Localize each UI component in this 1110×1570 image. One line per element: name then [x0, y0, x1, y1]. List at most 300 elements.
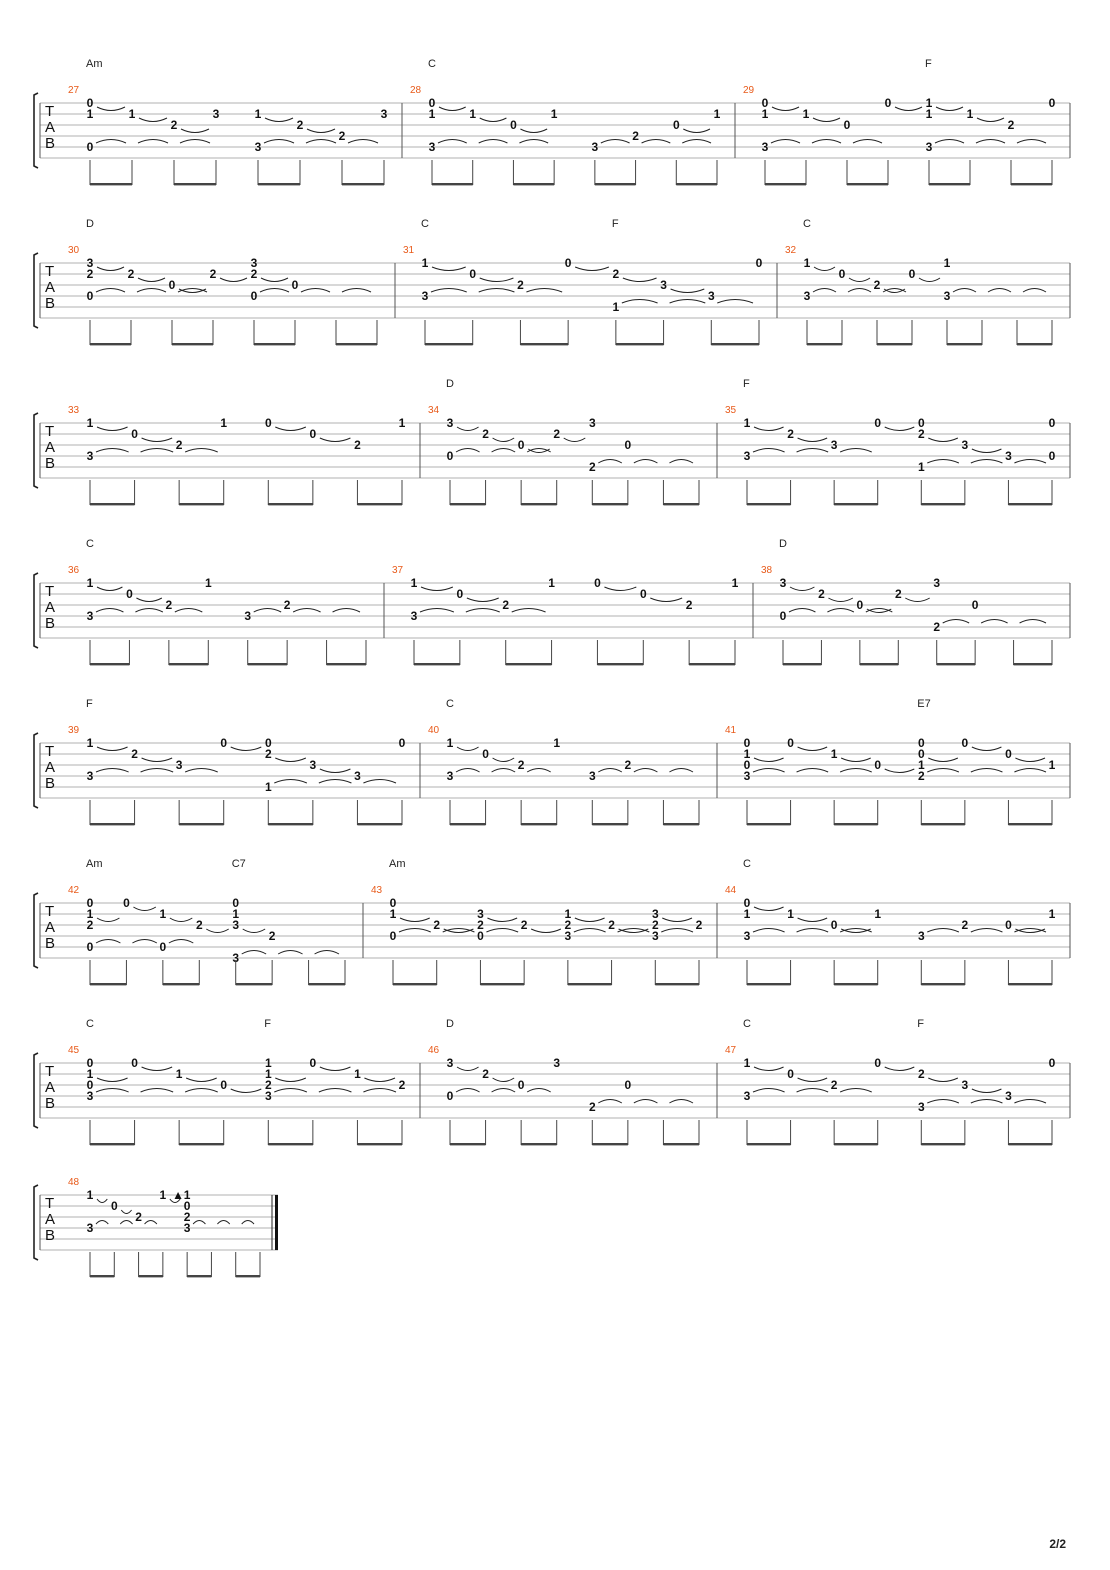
slur: [564, 438, 586, 442]
beam: [236, 1275, 260, 1277]
tab-note: 3: [477, 907, 484, 921]
tab-clef-letter: A: [45, 1211, 56, 1228]
tab-note: 1: [925, 107, 933, 121]
slur: [133, 907, 155, 911]
beam: [711, 343, 759, 345]
measure-number: 44: [725, 885, 737, 896]
tab-note: 0: [917, 747, 925, 761]
beam: [268, 1143, 313, 1145]
tab-note: 3: [651, 907, 659, 921]
chord-name: C: [803, 218, 811, 230]
tab-note: 0: [672, 118, 680, 132]
slur: [457, 747, 479, 751]
beam: [336, 343, 377, 345]
tab-note: 2: [175, 438, 183, 452]
tab-note: 0: [86, 896, 94, 910]
tab-note: 0: [594, 576, 601, 590]
slur: [683, 129, 710, 133]
tab-note: 2: [195, 918, 203, 932]
tie: [274, 1089, 307, 1093]
tab-note: 3: [410, 609, 418, 623]
tab-clef-letter: T: [45, 263, 55, 280]
slur: [520, 129, 547, 133]
beam: [90, 823, 135, 825]
tie: [96, 1089, 129, 1093]
tie: [622, 300, 658, 304]
chord-name: C: [86, 538, 94, 550]
tab-note: 2: [873, 278, 881, 292]
tie: [96, 769, 129, 773]
slur: [972, 449, 1002, 453]
tie: [96, 449, 129, 453]
beam: [592, 1143, 628, 1145]
tab-note: 3: [651, 929, 659, 943]
tie: [527, 769, 551, 773]
tab-system: [34, 698, 1070, 825]
measure-31: [403, 218, 777, 345]
tab-note: 0: [830, 918, 838, 932]
slur: [841, 758, 871, 762]
tab-note: 0: [510, 118, 517, 132]
tab-note: 1: [86, 107, 94, 121]
tab-system: [34, 218, 1070, 345]
measure-number: 28: [410, 85, 422, 96]
slur: [493, 758, 515, 762]
measure-number: 39: [68, 725, 80, 736]
tab-note: 0: [220, 1078, 228, 1092]
tab-note: 0: [446, 449, 454, 463]
beam: [783, 663, 821, 665]
tab-note: 0: [779, 609, 787, 623]
tie: [797, 1089, 829, 1093]
tab-note: 2: [127, 267, 135, 281]
beam: [1008, 503, 1052, 505]
beam: [513, 183, 554, 185]
tie: [96, 940, 120, 944]
tab-note: 1: [232, 907, 240, 921]
chord-name: Am: [86, 858, 103, 870]
measure-30: [68, 218, 395, 345]
tab-clef-letter: B: [45, 1095, 56, 1112]
slur: [905, 598, 929, 602]
tab-note: 0: [183, 1199, 191, 1213]
slur: [186, 1078, 217, 1082]
slur: [142, 758, 173, 762]
tab-clef-letter: B: [45, 935, 56, 952]
tab-note: 1: [743, 416, 751, 430]
tie: [315, 951, 339, 955]
tab-note: 0: [86, 1078, 94, 1092]
tie: [753, 449, 785, 453]
beam: [90, 503, 135, 505]
beam: [834, 1143, 878, 1145]
tab-note: 3: [86, 256, 94, 270]
tie: [293, 609, 320, 613]
tab-note: 0: [264, 416, 272, 430]
tab-note: 0: [291, 278, 299, 292]
slur: [754, 1067, 784, 1071]
slur: [97, 267, 124, 271]
tie: [971, 929, 1003, 933]
tab-note: 1: [354, 1067, 361, 1081]
tie: [96, 140, 126, 144]
beam: [179, 1143, 224, 1145]
measure-40: [428, 698, 717, 825]
measure-32: [785, 218, 1070, 345]
tab-note: 1: [86, 1067, 94, 1081]
tab-note: 3: [446, 416, 454, 430]
tie: [670, 300, 706, 304]
tab-note: 1: [389, 907, 397, 921]
measure-46: [428, 1018, 717, 1145]
tie: [883, 289, 906, 293]
tab-note: 2: [135, 1210, 142, 1224]
tie: [526, 289, 562, 293]
tab-note: 0: [843, 118, 851, 132]
beam: [480, 983, 524, 985]
tie: [333, 609, 360, 613]
measure-number: 45: [68, 1045, 80, 1056]
measure-number: 41: [725, 725, 737, 736]
tie: [443, 929, 475, 933]
tab-note: 3: [250, 256, 258, 270]
tie: [479, 289, 515, 293]
chord-name: Am: [86, 58, 103, 70]
tab-note: 1: [743, 747, 751, 761]
beam: [179, 503, 224, 505]
chord-name: C: [743, 1018, 751, 1030]
tab-note: 1: [943, 256, 951, 270]
tab-note: 0: [1048, 1056, 1056, 1070]
tab-note: 1: [787, 907, 794, 921]
tab-note: 3: [943, 289, 951, 303]
tab-system: [34, 1177, 278, 1277]
slur: [97, 1199, 107, 1203]
tie: [193, 1221, 205, 1225]
beam: [258, 183, 300, 185]
slur: [650, 598, 682, 602]
tab-note: 1: [743, 1056, 751, 1070]
beam: [425, 343, 473, 345]
tie: [634, 769, 658, 773]
tie: [96, 609, 123, 613]
tie: [1017, 140, 1046, 144]
tie: [789, 609, 815, 613]
slur: [885, 427, 915, 431]
chord-name: D: [779, 538, 787, 550]
tab-note: 0: [86, 940, 94, 954]
chord-name: F: [917, 1018, 925, 1030]
tab-note: 0: [743, 758, 751, 772]
tab-note: 1: [803, 256, 811, 270]
beam: [450, 1143, 486, 1145]
tie: [935, 140, 964, 144]
slur: [575, 267, 609, 271]
tab-note: 0: [755, 256, 763, 270]
measure-33: [68, 405, 420, 505]
tab-note: 0: [1048, 449, 1056, 463]
beam: [342, 183, 384, 185]
slur: [977, 118, 1004, 122]
slur: [828, 598, 852, 602]
tab-note: 3: [309, 758, 317, 772]
system-bracket: [34, 733, 38, 808]
tab-note: 2: [933, 620, 941, 634]
slur: [457, 1067, 479, 1071]
tab-note: 0: [971, 598, 979, 612]
tab-clef-letter: T: [45, 903, 55, 920]
tie: [927, 460, 959, 464]
beam: [90, 1275, 114, 1277]
tie: [135, 609, 162, 613]
tie: [527, 449, 551, 453]
tab-note: 0: [917, 416, 925, 430]
tie: [456, 449, 480, 453]
measure-number: 38: [761, 565, 773, 576]
measure-number: 33: [68, 405, 80, 416]
slur: [136, 598, 161, 602]
slur: [206, 929, 228, 933]
tab-note: 2: [517, 278, 524, 292]
tie: [753, 1089, 785, 1093]
beam: [414, 663, 460, 665]
slur: [919, 278, 940, 282]
tab-note: 3: [86, 609, 94, 623]
tab-note: 1: [743, 907, 751, 921]
tab-note: 0: [874, 1056, 882, 1070]
slur: [142, 1067, 173, 1071]
chord-name: C: [446, 698, 454, 710]
tab-note: 1: [204, 576, 212, 590]
tab-note: 2: [961, 918, 969, 932]
tab-system: [34, 1018, 1070, 1145]
tab-note: 0: [517, 438, 525, 452]
beam: [236, 983, 272, 985]
slur: [493, 1078, 515, 1082]
tab-note: 2: [608, 918, 615, 932]
slur: [798, 747, 828, 751]
tie: [96, 289, 125, 293]
beam: [139, 1275, 163, 1277]
tie: [753, 929, 785, 933]
chord-name: C: [428, 58, 436, 70]
tab-note: 0: [232, 896, 240, 910]
tie: [141, 1089, 174, 1093]
slur: [798, 918, 828, 922]
tab-note: 1: [220, 416, 228, 430]
slur: [432, 267, 466, 271]
tab-note: 2: [268, 929, 276, 943]
slur: [121, 1210, 131, 1214]
tab-system: [34, 538, 1070, 665]
tab-note: 3: [830, 438, 838, 452]
tab-note: 3: [1005, 449, 1012, 463]
tie: [138, 140, 168, 144]
tab-note: 2: [296, 118, 304, 132]
slur: [142, 438, 173, 442]
slur: [531, 929, 561, 933]
beam: [921, 1143, 965, 1145]
measure-number: 36: [68, 565, 80, 576]
beam: [765, 183, 806, 185]
slur: [231, 747, 262, 751]
measure-43: [371, 858, 717, 985]
beam: [595, 183, 636, 185]
tab-note: 2: [553, 427, 561, 441]
measure-37: [392, 565, 753, 665]
tie: [399, 929, 431, 933]
tab-note: 1: [1048, 907, 1056, 921]
slur: [849, 278, 870, 282]
slur: [928, 758, 958, 762]
tab-note: 0: [1048, 416, 1056, 430]
tie: [527, 1089, 551, 1093]
tab-note: 2: [502, 598, 510, 612]
tab-note: 0: [961, 736, 969, 750]
tab-note: 2: [165, 598, 173, 612]
tab-note: 0: [787, 736, 794, 750]
tab-clef-letter: A: [45, 279, 56, 296]
tie: [169, 940, 193, 944]
beam: [520, 343, 568, 345]
tab-note: 2: [283, 598, 291, 612]
tab-note: 2: [264, 747, 272, 761]
tab-note: 0: [131, 427, 138, 441]
chord-name: E7: [917, 698, 931, 710]
beam: [1014, 663, 1052, 665]
beam: [169, 663, 208, 665]
tab-note: 2: [398, 1078, 406, 1092]
tie: [319, 780, 352, 784]
tab-note: 2: [1007, 118, 1015, 132]
tab-note: 2: [917, 1067, 925, 1081]
tab-note: 0: [761, 96, 769, 110]
chord-name: Am: [389, 858, 406, 870]
tab-note: 2: [250, 267, 258, 281]
tie: [927, 929, 959, 933]
tab-note: 2: [209, 267, 217, 281]
beam: [663, 1143, 699, 1145]
tab-note: 0: [86, 1056, 94, 1070]
measure-35: [725, 378, 1070, 505]
tab-note: 3: [707, 289, 715, 303]
tie: [456, 1089, 480, 1093]
tab-note: 0: [874, 416, 882, 430]
beam: [1008, 1143, 1052, 1145]
tie: [260, 289, 289, 293]
tab-note: 3: [591, 140, 599, 154]
slur: [928, 1078, 958, 1082]
tab-note: 1: [612, 300, 620, 314]
chord-name: F: [743, 378, 750, 390]
tab-note: 0: [469, 267, 477, 281]
measure-28: [410, 58, 735, 185]
tie: [492, 449, 516, 453]
tie: [479, 140, 508, 144]
tab-note: 0: [309, 427, 317, 441]
beam: [663, 823, 699, 825]
beam: [847, 183, 888, 185]
beam: [929, 183, 970, 185]
tie: [927, 769, 959, 773]
tab-note: 2: [86, 918, 94, 932]
slur: [928, 438, 958, 442]
beam: [90, 343, 131, 345]
tab-note: 1: [175, 1067, 183, 1081]
slur: [575, 918, 605, 922]
tab-note: 3: [925, 140, 933, 154]
tab-note: 2: [624, 758, 632, 772]
tie: [185, 769, 218, 773]
tab-note: 2: [695, 918, 703, 932]
slur: [798, 438, 828, 442]
beam: [163, 983, 199, 985]
tab-clef-letter: A: [45, 119, 56, 136]
slur: [798, 1078, 828, 1082]
tie: [971, 769, 1003, 773]
tie: [574, 929, 606, 933]
tab-note: 2: [477, 918, 484, 932]
chord-name: C: [421, 218, 429, 230]
beam: [450, 823, 486, 825]
tab-note: 3: [1005, 1089, 1012, 1103]
measure-number: 40: [428, 725, 440, 736]
tie: [1023, 289, 1046, 293]
system-bracket: [34, 413, 38, 488]
tie: [797, 449, 829, 453]
tie: [634, 1100, 658, 1104]
tab-note: 2: [520, 918, 528, 932]
beam: [309, 983, 345, 985]
tie: [456, 769, 480, 773]
tab-note: 0: [482, 747, 489, 761]
tab-note: 2: [787, 427, 794, 441]
tab-note: 1: [86, 416, 94, 430]
tie: [145, 1221, 157, 1225]
tab-note: 2: [564, 918, 572, 932]
system-bracket: [34, 1053, 38, 1128]
beam: [747, 1143, 791, 1145]
beam: [521, 823, 557, 825]
slur: [754, 758, 784, 762]
slur: [220, 278, 247, 282]
tie: [363, 780, 396, 784]
beam: [834, 823, 878, 825]
tab-note: 3: [232, 951, 240, 965]
tab-note: 1: [802, 107, 810, 121]
tie: [853, 140, 882, 144]
measure-number: 30: [68, 245, 80, 256]
tab-note: 0: [446, 1089, 454, 1103]
tie: [598, 1100, 622, 1104]
tab-note: 3: [803, 289, 811, 303]
tab-note: 0: [517, 1078, 525, 1092]
tie: [431, 289, 467, 293]
system-bracket: [34, 893, 38, 968]
beam: [921, 503, 965, 505]
tab-note: 2: [588, 460, 596, 474]
tie: [132, 940, 156, 944]
slur: [170, 918, 192, 922]
tie: [848, 289, 871, 293]
beam: [172, 343, 213, 345]
tab-note: 2: [338, 129, 346, 143]
tie: [438, 140, 467, 144]
slur: [487, 918, 517, 922]
tab-note: 3: [428, 140, 436, 154]
tab-note: 0: [856, 598, 864, 612]
tab-note: 0: [743, 896, 751, 910]
